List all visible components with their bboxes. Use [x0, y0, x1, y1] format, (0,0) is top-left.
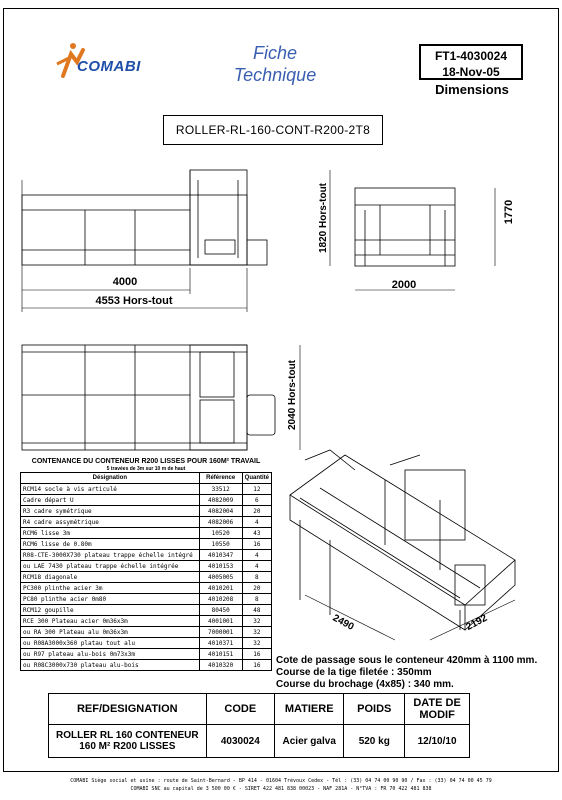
cell-quantity: 43 [242, 528, 271, 539]
cell-reference: 4010151 [199, 649, 242, 660]
cell-reference: 4010153 [199, 561, 242, 572]
dim-length: 4000 [112, 276, 138, 288]
value-code: 4030024 [206, 725, 274, 758]
note-line: Course de la tige filetée : 350mm [276, 667, 432, 678]
table-row [21, 506, 272, 517]
cell-quantity: 16 [242, 660, 271, 671]
header-date-modif: DATE DE MODIF [405, 694, 470, 725]
cell-quantity: 4 [242, 561, 271, 572]
cell-reference: 4010201 [199, 583, 242, 594]
dim-height-total: 1820 Hors-tout [318, 182, 329, 254]
dim-iso-1: 2490 [330, 612, 356, 633]
top-view-drawing [22, 345, 275, 450]
model-reference: ROLLER-RL-160-CONT-R200-2T8 [163, 115, 383, 145]
spec-value-row [49, 725, 470, 758]
header-quantity: Quantité [242, 473, 271, 484]
table-row [21, 572, 272, 583]
cell-designation: ou LAE 7430 plateau trappe échelle intégrée [21, 561, 200, 572]
side-view-drawing [22, 170, 267, 265]
table-row [21, 561, 272, 572]
cell-designation: ou RA 300 Plateau alu 0m36x3m [21, 627, 200, 638]
cell-designation: ou R97 plateau alu-bois 0m73x3m [21, 649, 200, 660]
cell-reference: 4010208 [199, 594, 242, 605]
value-date: 12/10/10 [405, 725, 470, 758]
table-row [21, 539, 272, 550]
header-ref-designation: REF/DESIGNATION [49, 694, 207, 725]
header-matiere: MATIERE [275, 694, 344, 725]
front-view-drawing [355, 188, 455, 266]
parts-title: CONTENANCE DU CONTENEUR R200 LISSES POUR 160M² TRAVAIL [31, 458, 261, 465]
footer-line2: COMABI SNC au capital de 3 500 00 € - SIRET 422 481 838 00023 - NAF 281A - N°TVA : FR 70 422 481 838 [130, 786, 432, 792]
table-row [21, 550, 272, 561]
table-row [21, 638, 272, 649]
designation-line1: ROLLER RL 160 CONTENEUR [55, 730, 199, 741]
cell-quantity: 16 [242, 649, 271, 660]
ref-date: 18-Nov-05 [442, 65, 500, 79]
table-row [21, 583, 272, 594]
cell-quantity: 16 [242, 539, 271, 550]
cell-quantity: 32 [242, 616, 271, 627]
section-title: Dimensions [435, 82, 509, 97]
value-poids: 520 kg [344, 725, 405, 758]
cell-designation: Cadre départ U [21, 495, 200, 506]
cell-designation: RCM18 diagonale [21, 572, 200, 583]
cell-quantity: 12 [242, 484, 271, 495]
cell-reference: 10520 [199, 528, 242, 539]
table-row [21, 649, 272, 660]
cell-designation: PC300 plinthe acier 3m [21, 583, 200, 594]
spec-header-row [49, 694, 470, 725]
cell-designation: RCM6 lisse de 0.80m [21, 539, 200, 550]
table-row [21, 605, 272, 616]
table-row [21, 495, 272, 506]
header-code: CODE [206, 694, 274, 725]
cell-designation: PC80 plinthe acier 0m80 [21, 594, 200, 605]
dim-iso-2: 2192 [464, 612, 490, 633]
parts-subtitle: 5 travées de 3m sur 10 m de haut [106, 466, 186, 472]
cell-designation: R08-CTE-3000X730 plateau trappe échelle intégré [21, 550, 200, 561]
value-matiere: Acier galva [275, 725, 344, 758]
table-row [21, 660, 272, 671]
cell-designation: RCE 300 Plateau acier 0m36x3m [21, 616, 200, 627]
dim-length-total: 4553 Hors-tout [95, 295, 173, 307]
cell-reference: 4082004 [199, 506, 242, 517]
table-row [21, 517, 272, 528]
table-row [21, 484, 272, 495]
header-poids: POIDS [344, 694, 405, 725]
header-designation: Désignation [21, 473, 200, 484]
cell-designation: R4 cadre assymétrique [21, 517, 200, 528]
cell-designation: ou R08C3000x730 plateau alu-bois [21, 660, 200, 671]
cell-reference: 4010371 [199, 638, 242, 649]
table-row [21, 594, 272, 605]
cell-quantity: 4 [242, 517, 271, 528]
cell-designation: RCM6 lisse 3m [21, 528, 200, 539]
ref-code: FT1-4030024 [434, 49, 508, 63]
cell-reference: 4001001 [199, 616, 242, 627]
cell-reference: 4010320 [199, 660, 242, 671]
cell-quantity: 4 [242, 550, 271, 561]
doc-type-line2: Technique [233, 65, 317, 85]
cell-reference: 4010347 [199, 550, 242, 561]
footer-line1: COMABI Siège social et usine : route de Saint-Bernard - BP 414 - 01604 Trévoux Cedex - Tél : (33) 04 74 00 90 90 / Fax : (33) 04 74 00 45 79 [70, 778, 492, 784]
note-line: Cote de passage sous le conteneur 420mm à 1100 mm. [276, 655, 538, 666]
parts-list [20, 458, 272, 671]
cell-reference: 33512 [199, 484, 242, 495]
note-line: Course du brochage (4x85) : 340 mm. [276, 679, 454, 690]
cell-quantity: 8 [242, 572, 271, 583]
designation-line2: 160 M² R200 LISSES [79, 741, 176, 752]
cell-reference: 80450 [199, 605, 242, 616]
notes [276, 655, 562, 691]
cell-reference: 4005005 [199, 572, 242, 583]
brand-name: COMABI [77, 58, 141, 75]
value-designation [49, 725, 207, 758]
cell-quantity: 32 [242, 627, 271, 638]
cell-designation: R3 cadre symétrique [21, 506, 200, 517]
cell-designation: RCM14 socle à vis articulé [21, 484, 200, 495]
cell-reference: 10550 [199, 539, 242, 550]
table-row [21, 616, 272, 627]
dim-width: 2000 [391, 279, 417, 291]
table-row [21, 528, 272, 539]
spec-table [48, 693, 470, 758]
cell-quantity: 6 [242, 495, 271, 506]
dim-height: 1770 [503, 199, 515, 225]
cell-reference: 4082009 [199, 495, 242, 506]
table-row [21, 627, 272, 638]
cell-designation: RCM12 goupille [21, 605, 200, 616]
cell-designation: ou R08A3000x360 platau tout alu [21, 638, 200, 649]
cell-reference: 4082006 [199, 517, 242, 528]
isometric-view-drawing [290, 450, 515, 630]
doc-type-line1: Fiche [252, 43, 297, 63]
header-reference: Référence [199, 473, 242, 484]
cell-quantity: 20 [242, 506, 271, 517]
cell-reference: 7000001 [199, 627, 242, 638]
cell-quantity: 8 [242, 594, 271, 605]
parts-table [20, 472, 272, 671]
dim-depth-total: 2040 Hors-tout [287, 359, 298, 431]
cell-quantity: 48 [242, 605, 271, 616]
footer [0, 777, 562, 793]
cell-quantity: 20 [242, 583, 271, 594]
parts-header-row [21, 473, 272, 484]
cell-quantity: 32 [242, 638, 271, 649]
